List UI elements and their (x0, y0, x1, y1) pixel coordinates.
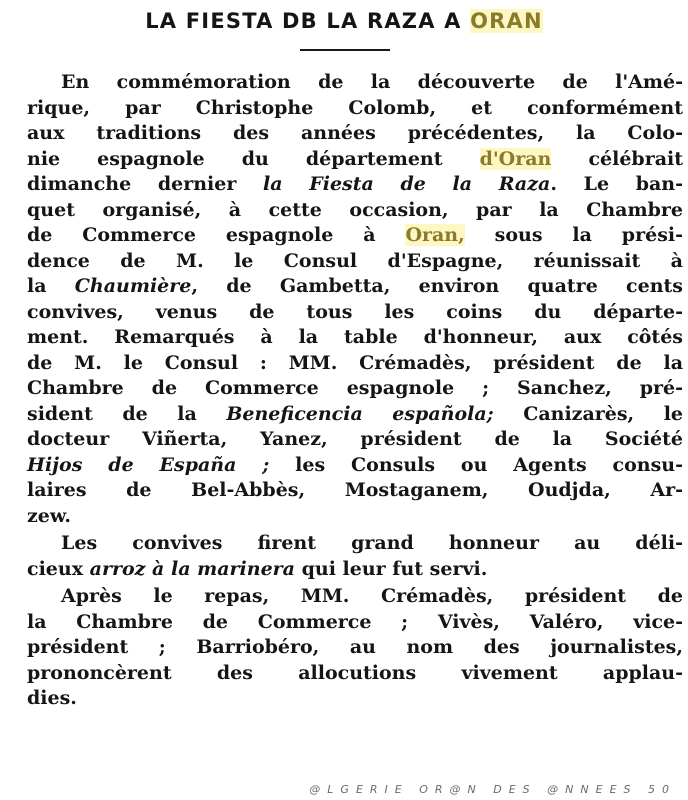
headline-highlight-oran: ORAN (470, 9, 543, 33)
text-segment: convives, venus de tous les coins du départe- (27, 300, 683, 323)
highlighted-word: Oran, (405, 224, 465, 246)
highlighted-word: d'Oran (479, 147, 552, 170)
text-segment: . Le ban- (550, 173, 684, 195)
text-segment: Après le repas, MM. Crémadès, président de (61, 585, 683, 607)
italic-phrase: Chaumière (74, 275, 192, 297)
italic-phrase: Hijos de España ; (27, 453, 270, 476)
text-line (0, 147, 688, 173)
text-line (0, 584, 688, 610)
headline-text: LA FIESTA DB LA RAZA A (145, 9, 471, 33)
text-line (0, 172, 688, 198)
italic-phrase: Beneficencia española; (226, 402, 494, 425)
text-segment: zew. (27, 504, 71, 527)
text-line (0, 70, 688, 96)
text-segment: dence de M. le Consul d'Espagne, réunissait à (27, 249, 683, 272)
text-segment: la (27, 275, 75, 297)
text-segment: sident de la (27, 402, 227, 425)
text-line (0, 249, 688, 275)
text-line (0, 635, 688, 661)
headline-rule (300, 49, 390, 51)
text-segment: dimanche dernier (27, 173, 264, 195)
text-segment: , de Gambetta, environ quatre cents (191, 275, 683, 297)
italic-phrase: arroz à la marinera (89, 557, 295, 580)
text-line (0, 96, 688, 122)
text-segment: ment. Remarqués à la table d'honneur, aux côtés (27, 326, 683, 348)
text-segment: sous la prési- (464, 224, 683, 246)
text-segment: docteur Viñerta, Yanez, président de la Société (27, 428, 683, 450)
text-segment: qui leur fut servi. (295, 557, 488, 580)
text-line (0, 557, 688, 583)
headline (0, 9, 688, 33)
text-line (0, 531, 688, 557)
text-segment: prononcèrent des allocutions vivement applau- (27, 661, 683, 684)
article-body (0, 70, 688, 712)
text-line (0, 478, 688, 504)
text-segment: célébrait (551, 147, 684, 170)
text-line (0, 121, 688, 147)
text-segment: les Consuls ou Agents consu- (269, 453, 683, 476)
text-segment: Canizarès, le (493, 402, 683, 425)
text-segment: de Commerce espagnole à (27, 224, 406, 246)
text-segment: président ; Barriobéro, au nom des journalistes, (27, 636, 683, 658)
text-line (0, 376, 688, 402)
text-line (0, 325, 688, 351)
text-line (0, 427, 688, 453)
watermark: @LGERIE OR@N DES @NNEES 50 (309, 783, 676, 796)
text-line (0, 274, 688, 300)
text-line (0, 300, 688, 326)
text-segment: dies. (27, 687, 77, 709)
text-line (0, 402, 688, 428)
text-segment: de M. le Consul : MM. Crémadès, président de la (27, 351, 683, 374)
text-segment: Les convives firent grand honneur au déli- (61, 532, 683, 554)
text-segment: la Chambre de Commerce ; Vivès, Valéro, vice- (27, 610, 683, 633)
text-line (0, 198, 688, 224)
text-segment: En commémoration de la découverte de l'Amé- (61, 71, 683, 93)
text-line (0, 610, 688, 636)
text-line (0, 351, 688, 377)
text-line (0, 686, 688, 712)
text-segment: Chambre de Commerce espagnole ; Sanchez, pré- (27, 377, 683, 399)
text-segment: cieux (27, 557, 90, 580)
italic-phrase: la Fiesta de la Raza (263, 173, 551, 195)
text-segment: aux traditions des années précédentes, la Colo- (27, 122, 683, 144)
text-line (0, 504, 688, 530)
text-segment: nie espagnole du département (27, 147, 480, 170)
text-line (0, 661, 688, 687)
text-segment: laires de Bel-Abbès, Mostaganem, Oudjda, Ar- (27, 479, 683, 501)
text-line (0, 453, 688, 479)
text-segment: rique, par Christophe Colomb, et conformément (27, 96, 683, 119)
text-segment: quet organisé, à cette occasion, par la Chambre (27, 198, 683, 221)
text-line (0, 223, 688, 249)
